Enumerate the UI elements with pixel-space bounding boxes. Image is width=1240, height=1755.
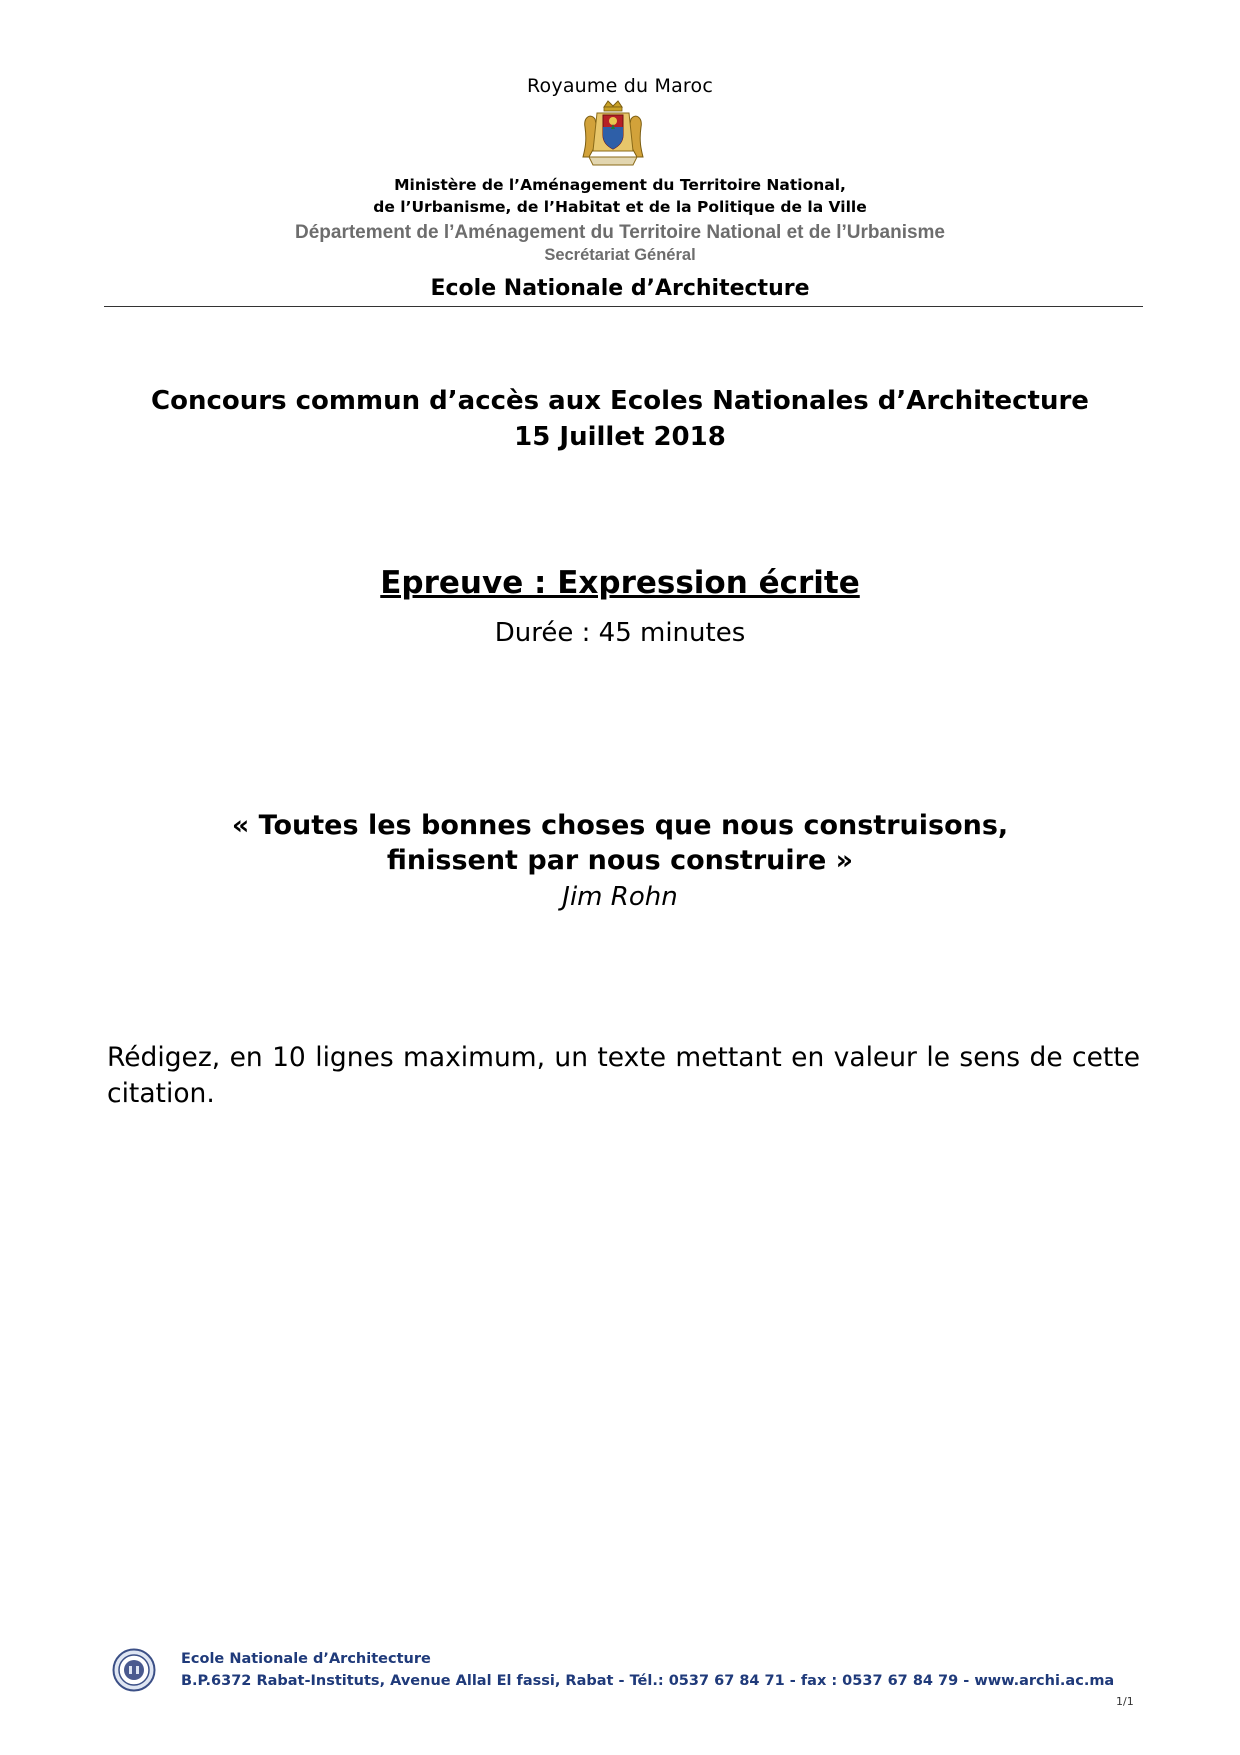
school-name-header: Ecole Nationale d’Architecture — [430, 276, 810, 301]
footer-address: B.P.6372 Rabat-Instituts, Avenue Allal El fassi, Rabat - Tél.: 0537 67 84 71 - fax : 0537 67 84 79 - www.archi.ac.ma — [181, 1673, 1115, 1689]
exam-title: Epreuve : Expression écrite — [380, 565, 860, 601]
contest-date: 15 Juillet 2018 — [514, 422, 726, 452]
contest-title: Concours commun d’accès aux Ecoles Nationales d’Architecture — [151, 386, 1089, 416]
ministry-line-1: Ministère de l’Aménagement du Territoire National, — [394, 176, 846, 194]
ministry-line-2: de l’Urbanisme, de l’Habitat et de la Politique de la Ville — [373, 198, 867, 216]
kingdom-name: Royaume du Maroc — [527, 75, 713, 97]
secretariat-name: Secrétariat Général — [544, 246, 696, 264]
school-logo-icon — [112, 1648, 156, 1692]
quote-author: Jim Rohn — [562, 882, 678, 912]
header-divider — [104, 306, 1143, 307]
instruction-text: Rédigez, en 10 lignes maximum, un texte mettant en valeur le sens de cette citation. — [107, 1042, 1140, 1109]
footer-school-name: Ecole Nationale d’Architecture — [181, 1651, 431, 1667]
exam-duration: Durée : 45 minutes — [494, 618, 746, 648]
coat-of-arms-icon — [577, 97, 649, 169]
quote-line-1: « Toutes les bonnes choses que nous construisons, — [231, 810, 1009, 841]
quote-line-2: finissent par nous construire » — [386, 845, 854, 876]
department-name: Département de l’Aménagement du Territoire National et de l’Urbanisme — [294, 222, 946, 243]
page-number: 1/1 — [1116, 1695, 1134, 1708]
